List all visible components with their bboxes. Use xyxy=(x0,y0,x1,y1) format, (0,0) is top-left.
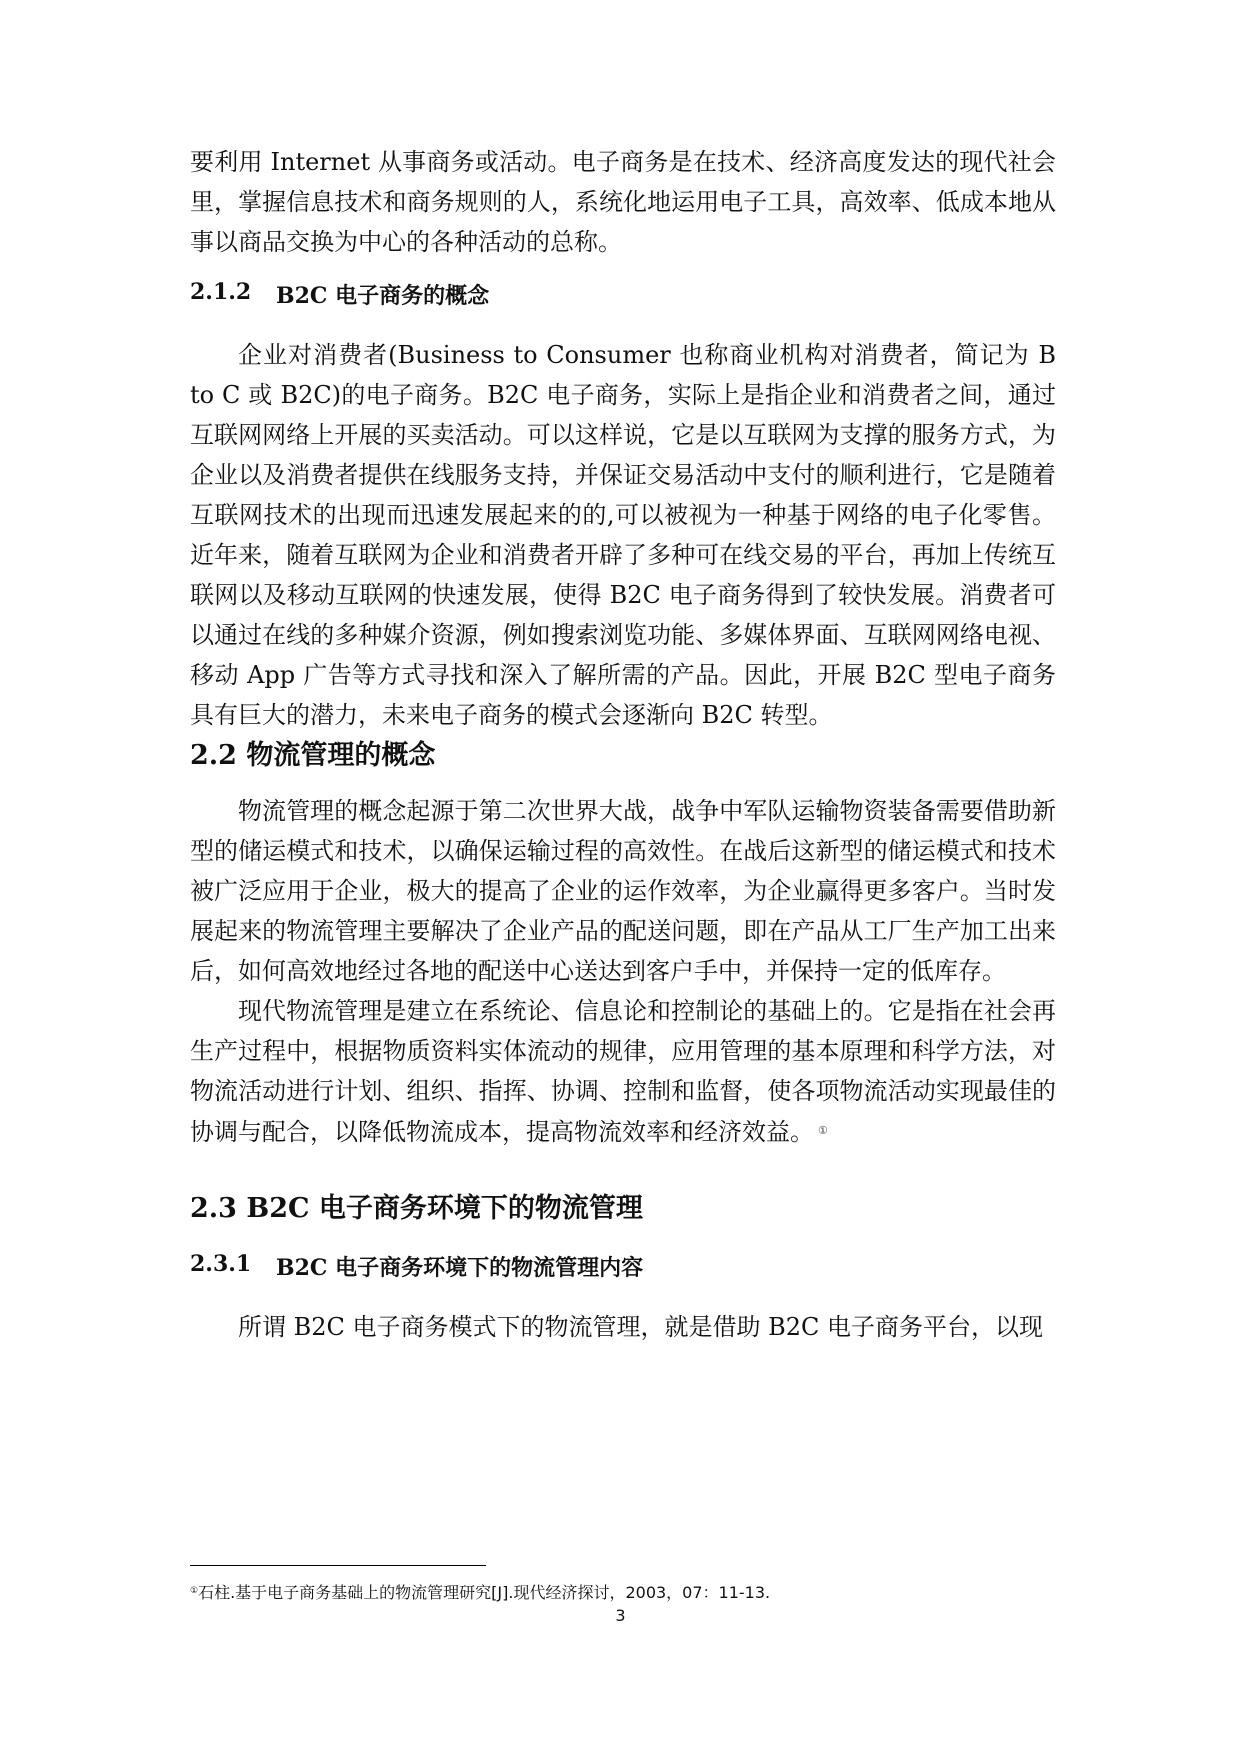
section-title: B2C 电子商务环境下的物流管理内容 xyxy=(276,1255,644,1281)
footnote-separator xyxy=(190,1565,486,1566)
logistics-paragraph-2 xyxy=(190,991,1056,1152)
section-number: 2.3.1 xyxy=(190,1251,252,1277)
footnote-text: 石柱.基于电子商务基础上的物流管理研究[J].现代经济探讨，2003，07：11-13. xyxy=(198,1583,771,1602)
footnote-reference[interactable]: ① xyxy=(818,1124,828,1137)
section-number: 2.1.2 xyxy=(190,279,252,305)
b2c-paragraph: 企业对消费者(Business to Consumer 也称商业机构对消费者，简记为 B to C 或 B2C)的电子商务。B2C 电子商务，实际上是指企业和消费者之间，通过互联网网络上开展的买卖活动。可以这样说，它是以互联网为支撑的服务方式，为企业以及消费者提供在线服务支持，并保证交易活动中支付的顺利进行，它是随着互联网技术的出现而迅速发展起来的的,可以被视为一种基于网络的电子化零售。近年来，随着互联网为企业和消费者开辟了多种可在线交易的平台，再加上传统互联网以及移动互联网的快速发展，使得 B2C 电子商务得到了较快发展。消费者可以通过在线的多种媒介资源，例如搜索浏览功能、多媒体界面、互联网网络电视、移动 App 广告等方式寻找和深入了解所需的产品。因此，开展 B2C 型电子商务具有巨大的潜力，未来电子商务的模式会逐渐向 B2C 转型。 xyxy=(190,341,1056,729)
section-2-3-1-paragraph-block xyxy=(190,1307,1056,1347)
section-title: B2C 电子商务的概念 xyxy=(276,283,490,309)
intro-paragraph-block xyxy=(190,142,1056,262)
section-heading-2-3-1 xyxy=(190,1251,643,1282)
logistics-paragraph-1: 物流管理的概念起源于第二次世界大战，战争中军队运输物资装备需要借助新型的储运模式和技术，以确保运输过程的高效性。在战后这新型的储运模式和技术被广泛应用于企业，极大的提高了企业的运作效率，为企业赢得更多客户。当时发展起来的物流管理主要解决了企业产品的配送问题，即在产品从工厂生产加工出来后，如何高效地经过各地的配送中心送达到客户手中，并保持一定的低库存。 xyxy=(190,797,1056,985)
b2c-paragraph-block xyxy=(190,335,1056,735)
intro-paragraph: 要利用 Internet 从事商务或活动。电子商务是在技术、经济高度发达的现代社会里，掌握信息技术和商务规则的人，系统化地运用电子工具，高效率、低成本地从事以商品交换为中心的各种活动的总称。 xyxy=(190,148,1056,256)
section-heading-2-1-2 xyxy=(190,279,489,310)
section-heading-2-2: 2.2 物流管理的概念 xyxy=(190,740,436,771)
footnote-mark: ① xyxy=(190,1586,199,1596)
logistics-paragraph-2-text: 现代物流管理是建立在系统论、信息论和控制论的基础上的。它是指在社会再生产过程中，根据物质资料实体流动的规律，应用管理的基本原理和科学方法，对物流活动进行计划、组织、指挥、协调、控制和监督，使各项物流活动实现最佳的协调与配合，以降低物流成本，提高物流效率和经济效益。 xyxy=(190,997,1056,1146)
section-2-3-1-paragraph: 所谓 B2C 电子商务模式下的物流管理，就是借助 B2C 电子商务平台，以现 xyxy=(238,1313,1044,1341)
logistics-paragraphs-block xyxy=(190,791,1056,1152)
section-heading-2-3: 2.3 B2C 电子商务环境下的物流管理 xyxy=(190,1193,643,1224)
page-number: 3 xyxy=(615,1606,626,1625)
footnote xyxy=(190,1580,770,1603)
